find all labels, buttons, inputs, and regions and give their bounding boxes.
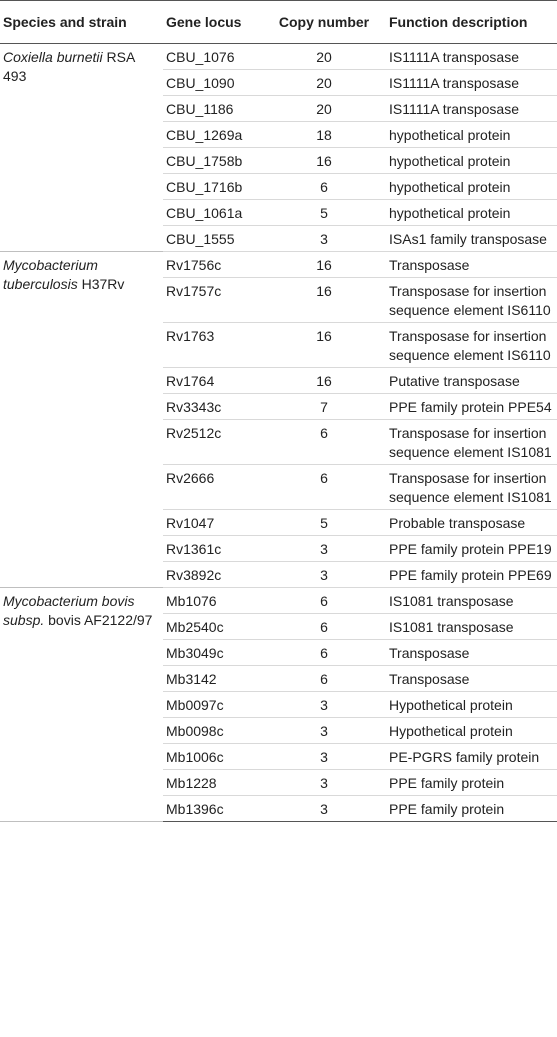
function-cell: Transposase [386,666,557,692]
table-body [0,44,557,822]
species-cell [0,588,163,822]
copy-number-cell: 3 [262,744,386,770]
gene-locus-cell: Rv1047 [163,510,262,536]
function-cell: PPE family protein PPE69 [386,562,557,588]
copy-number-cell: 3 [262,562,386,588]
gene-locus-cell: Mb1396c [163,796,262,822]
species-cell [0,252,163,588]
function-cell: Transposase [386,252,557,278]
function-cell: Transposase for insertion sequence element IS6110 [386,323,557,368]
header-function: Function description [386,1,557,44]
gene-locus-cell: Rv3892c [163,562,262,588]
gene-locus-cell: Rv1763 [163,323,262,368]
header-row [0,1,557,44]
function-cell: Transposase for insertion sequence element IS1081 [386,420,557,465]
function-cell: IS1111A transposase [386,96,557,122]
function-cell: PPE family protein PPE19 [386,536,557,562]
copy-number-cell: 3 [262,692,386,718]
function-cell: PPE family protein PPE54 [386,394,557,420]
table-row [0,588,557,614]
species-name-italic: Mycobacterium tuberculosis [3,257,98,292]
function-cell: Hypothetical protein [386,718,557,744]
function-cell: IS1111A transposase [386,70,557,96]
copy-number-cell: 6 [262,588,386,614]
header-species: Species and strain [0,1,163,44]
gene-locus-cell: Mb2540c [163,614,262,640]
table-row [0,252,557,278]
function-cell: Putative transposase [386,368,557,394]
function-cell: PPE family protein [386,796,557,822]
gene-locus-cell: CBU_1186 [163,96,262,122]
function-cell: PE-PGRS family protein [386,744,557,770]
copy-number-cell: 16 [262,252,386,278]
function-cell: IS1081 transposase [386,614,557,640]
species-cell [0,44,163,252]
species-strain: H37Rv [77,276,125,292]
gene-locus-cell: CBU_1090 [163,70,262,96]
gene-locus-cell: Mb3049c [163,640,262,666]
gene-locus-cell: CBU_1555 [163,226,262,252]
copy-number-cell: 18 [262,122,386,148]
copy-number-cell: 16 [262,148,386,174]
copy-number-cell: 6 [262,640,386,666]
gene-locus-cell: Rv3343c [163,394,262,420]
copy-number-cell: 6 [262,420,386,465]
gene-locus-cell: Mb3142 [163,666,262,692]
copy-number-cell: 6 [262,465,386,510]
copy-number-cell: 3 [262,770,386,796]
species-strain: bovis AF2122/97 [44,612,153,628]
gene-locus-cell: Rv1361c [163,536,262,562]
gene-locus-cell: Mb0098c [163,718,262,744]
copy-number-cell: 7 [262,394,386,420]
function-cell: PPE family protein [386,770,557,796]
header-gene-locus: Gene locus [163,1,262,44]
function-cell: hypothetical protein [386,148,557,174]
function-cell: hypothetical protein [386,200,557,226]
copy-number-cell: 3 [262,796,386,822]
gene-locus-cell: CBU_1061a [163,200,262,226]
species-strain: RSA 493 [3,49,135,84]
gene-locus-cell: CBU_1076 [163,44,262,70]
copy-number-cell: 3 [262,226,386,252]
copy-number-cell: 20 [262,70,386,96]
species-name-italic: Mycobacterium bovis subsp. [3,593,135,628]
gene-locus-cell: Rv1756c [163,252,262,278]
species-name-italic: Coxiella burnetii [3,49,103,65]
function-cell: Hypothetical protein [386,692,557,718]
header-copy-number: Copy number [262,1,386,44]
copy-number-cell: 3 [262,718,386,744]
function-cell: Probable transposase [386,510,557,536]
copy-number-cell: 6 [262,666,386,692]
copy-number-cell: 16 [262,278,386,323]
copy-number-cell: 20 [262,44,386,70]
copy-number-cell: 5 [262,200,386,226]
copy-number-cell: 6 [262,614,386,640]
copy-number-cell: 6 [262,174,386,200]
function-cell: hypothetical protein [386,174,557,200]
gene-locus-cell: Mb1006c [163,744,262,770]
function-cell: Transposase for insertion sequence element IS1081 [386,465,557,510]
function-cell: Transposase [386,640,557,666]
function-cell: hypothetical protein [386,122,557,148]
copy-number-cell: 16 [262,368,386,394]
copy-number-cell: 3 [262,536,386,562]
copy-number-cell: 5 [262,510,386,536]
table-header [0,1,557,44]
function-cell: IS1081 transposase [386,588,557,614]
gene-locus-cell: Rv2666 [163,465,262,510]
copy-number-cell: 16 [262,323,386,368]
gene-locus-cell: Rv2512c [163,420,262,465]
copy-number-cell: 20 [262,96,386,122]
gene-locus-cell: Mb0097c [163,692,262,718]
gene-locus-cell: Rv1757c [163,278,262,323]
gene-locus-cell: Mb1228 [163,770,262,796]
gene-locus-cell: Rv1764 [163,368,262,394]
function-cell: ISAs1 family transposase [386,226,557,252]
gene-locus-cell: CBU_1269a [163,122,262,148]
gene-locus-cell: Mb1076 [163,588,262,614]
gene-locus-cell: CBU_1716b [163,174,262,200]
function-cell: Transposase for insertion sequence element IS6110 [386,278,557,323]
gene-locus-cell: CBU_1758b [163,148,262,174]
function-cell: IS1111A transposase [386,44,557,70]
table-row [0,44,557,70]
